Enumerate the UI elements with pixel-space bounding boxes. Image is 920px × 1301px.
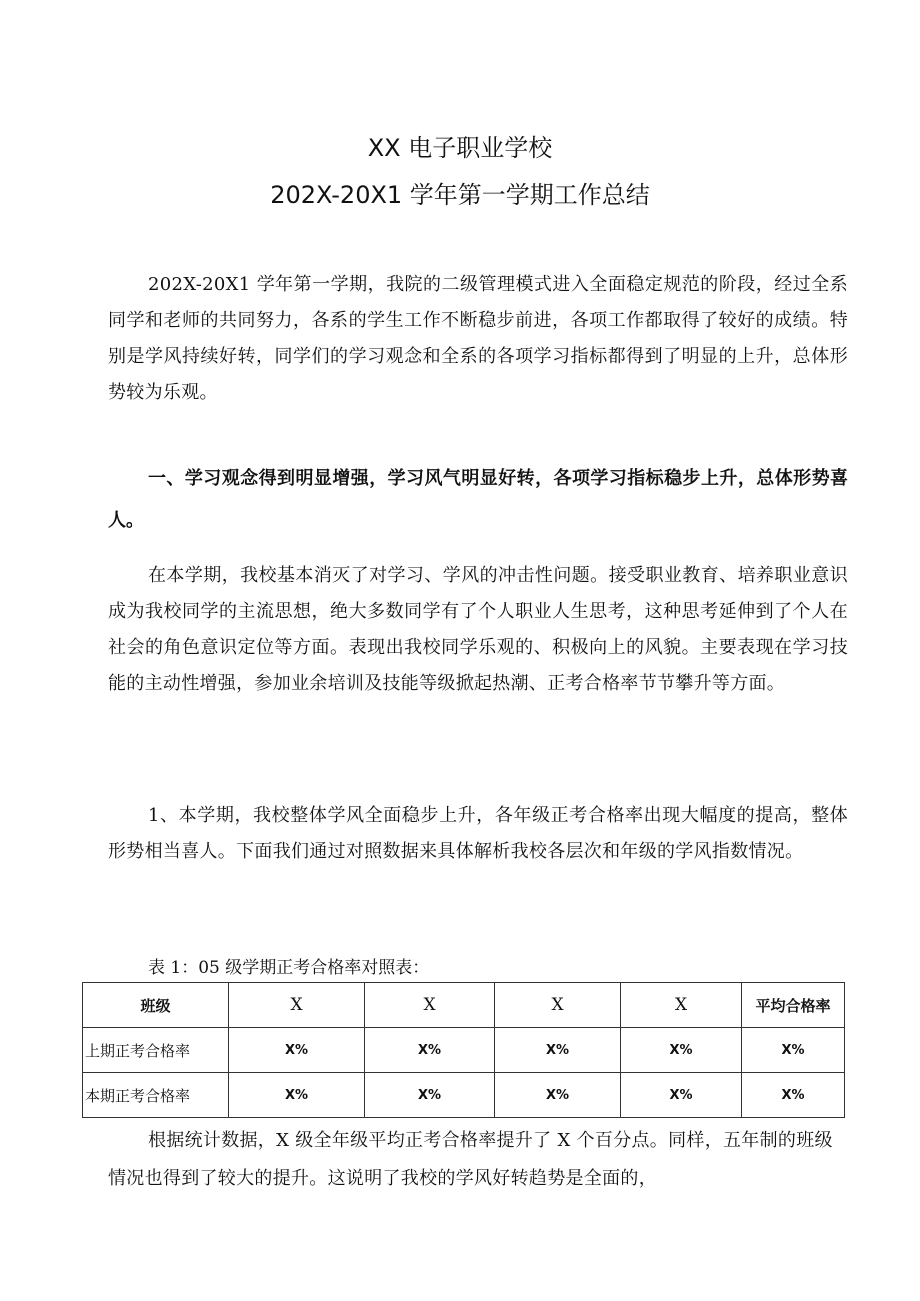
table-row [83,1073,845,1118]
table-header-cell: X [365,983,495,1028]
table-row-label: 本期正考合格率 [83,1073,229,1118]
document-title-school: XX 电子职业学校 [367,134,553,162]
table-cell: X% [229,1028,365,1073]
table-row-label: 上期正考合格率 [83,1028,229,1073]
table-header-row [83,983,845,1028]
section-1-heading: 一、学习观念得到明显增强，学习风气明显好转，各项学习指标稳步上升，总体形势喜人。 [108,468,848,531]
table-header-cell: X [495,983,621,1028]
table-cell: X% [495,1028,621,1073]
table-header-cell: X [229,983,365,1028]
table-header-cell: 班级 [83,983,229,1028]
table-cell: X% [365,1028,495,1073]
table-cell: X% [742,1028,845,1073]
table-cell: X% [621,1073,742,1118]
table-cell: X% [365,1073,495,1118]
table-header-cell: 平均合格率 [742,983,845,1028]
table-caption: 表 1：05 级学期正考合格率对照表： [148,958,430,978]
pass-rate-comparison-table [82,982,845,1118]
table-cell: X% [229,1073,365,1118]
table-header-cell: X [621,983,742,1028]
table-cell: X% [621,1028,742,1073]
point-1-paragraph: 1、本学期，我校整体学风全面稳步上升，各年级正考合格率出现大幅度的提高，整体形势相当喜人。下面我们通过对照数据来具体解析我校各层次和年级的学风指数情况。 [108,805,848,862]
table-cell: X% [742,1073,845,1118]
table-row [83,1028,845,1073]
section-1-paragraph: 在本学期，我校基本消灭了对学习、学风的冲击性问题。接受职业教育、培养职业意识成为我校同学的主流思想，绝大多数同学有了个人职业人生思考，这种思考延伸到了个人在社会的角色意识定位等方面。表现出我校同学乐观的、积极向上的风貌。主要表现在学习技能的主动性增强，参加业余培训及技能等级掀起热潮、正考合格率节节攀升等方面。 [108,565,848,694]
table-cell: X% [495,1073,621,1118]
intro-paragraph: 202X-20X1 学年第一学期，我院的二级管理模式进入全面稳定规范的阶段，经过全系同学和老师的共同努力，各系的学生工作不断稳步前进，各项工作都取得了较好的成绩。特别是学风持续好转，同学们的学习观念和全系的各项学习指标都得到了明显的上升，总体形势较为乐观。 [108,274,848,403]
document-title-summary: 202X-20X1 学年第一学期工作总结 [270,181,650,209]
closing-paragraph: 根据统计数据，X 级全年级平均正考合格率提升了 X 个百分点。同样，五年制的班级情况也得到了较大的提升。这说明了我校的学风好转趋势是全面的， [108,1130,833,1189]
